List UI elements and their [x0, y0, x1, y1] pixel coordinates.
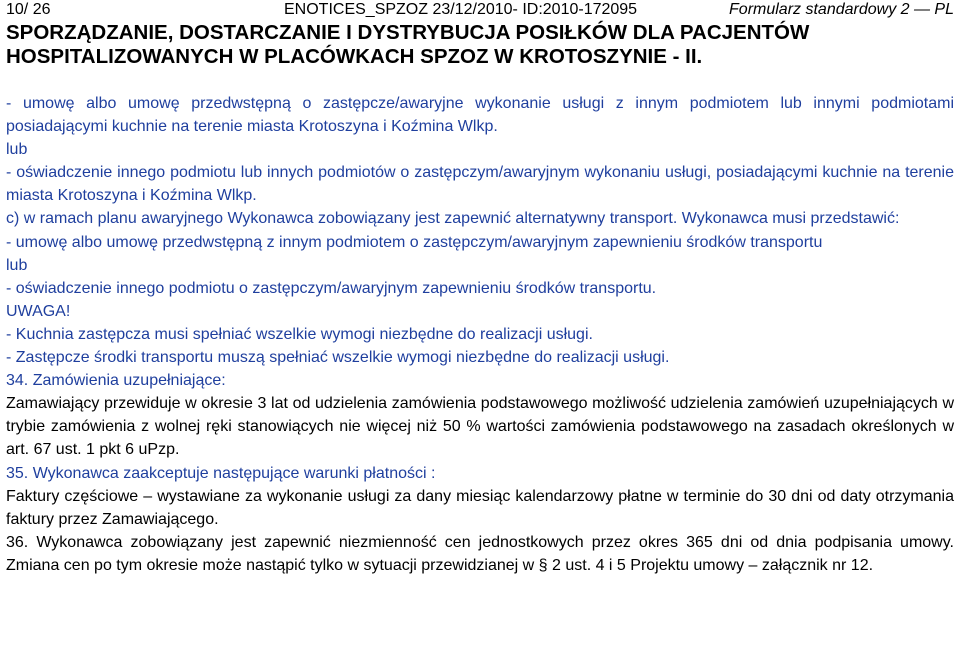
- paragraph-agreement-transport: - umowę albo umowę przedwstępną z innym podmiotem o zastępczym/awaryjnym zapewnieniu środków transportu: [6, 233, 823, 251]
- section-34-body: Zamawiający przewiduje w okresie 3 lat od udzielenia zamówienia podstawowego możliwość udzielenia zamówień uzupełniających w trybie zamówienia z wolnej ręki stanowiących nie więcej niż 50 % wartości zamówienia podstawowego na zasadach określonych w art. 67 ust. 1 pkt 6 uPzp.: [6, 395, 954, 459]
- document-body: [6, 92, 954, 577]
- section-35-heading: 35. Wykonawca zaakceptuje następujące warunki płatności :: [6, 464, 436, 482]
- paragraph-statement-kitchen: - oświadczenie innego podmiotu lub innych podmiotów o zastępczym/awaryjnym wykonaniu usługi, posiadającymi kuchnie na terenie miasta Krotoszyna i Koźmina Wlkp.: [6, 164, 954, 205]
- paragraph-transport-plan: c) w ramach planu awaryjnego Wykonawca zobowiązany jest zapewnić alternatywny transport. Wykonawca musi przedstawić:: [6, 210, 900, 228]
- document-title: [6, 21, 954, 69]
- paragraph-or-2: lub: [6, 256, 28, 274]
- paragraph-warning: UWAGA!: [6, 302, 71, 320]
- paragraph-transport-requirements: - Zastępcze środki transportu muszą spełniać wszelkie wymogi niezbędne do realizacji usługi.: [6, 349, 670, 367]
- page-number: 10/ 26: [6, 1, 51, 18]
- section-35-body: Faktury częściowe – wystawiane za wykonanie usługi za dany miesiąc kalendarzowy płatne w terminie do 30 dni od daty otrzymania faktury przez Zamawiającego.: [6, 487, 954, 528]
- section-34-heading: 34. Zamówienia uzupełniające:: [6, 372, 226, 390]
- paragraph-kitchen-requirements: - Kuchnia zastępcza musi spełniać wszelkie wymogi niezbędne do realizacji usługi.: [6, 325, 593, 343]
- paragraph-agreement-kitchen: - umowę albo umowę przedwstępną o zastępcze/awaryjne wykonanie usługi z innym podmiotem lub innymi podmiotami posiadającymi kuchnie na terenie miasta Krotoszyna i Koźmina Wlkp.: [6, 95, 954, 136]
- section-36-body: 36. Wykonawca zobowiązany jest zapewnić niezmienność cen jednostkowych przez okres 365 dni od dnia podpisania umowy. Zmiana cen po tym okresie może nastąpić tylko w sytuacji przewidzianej w § 2 ust. 4 i 5 Projektu umowy – załącznik nr 12.: [6, 533, 954, 574]
- form-type: Formularz standardowy 2 — PL: [729, 1, 954, 18]
- title-line-1: SPORZĄDZANIE, DOSTARCZANIE I DYSTRYBUCJA POSIŁKÓW DLA PACJENTÓW: [6, 21, 810, 44]
- page-header: [6, 0, 954, 20]
- paragraph-or-1: lub: [6, 141, 28, 159]
- paragraph-statement-transport: - oświadczenie innego podmiotu o zastępczym/awaryjnym zapewnieniu środków transportu.: [6, 279, 657, 297]
- title-line-2: HOSPITALIZOWANYCH W PLACÓWKACH SPZOZ W KROTOSZYNIE - II.: [6, 45, 703, 68]
- notice-id: ENOTICES_SPZOZ 23/12/2010- ID:2010-172095: [284, 1, 638, 18]
